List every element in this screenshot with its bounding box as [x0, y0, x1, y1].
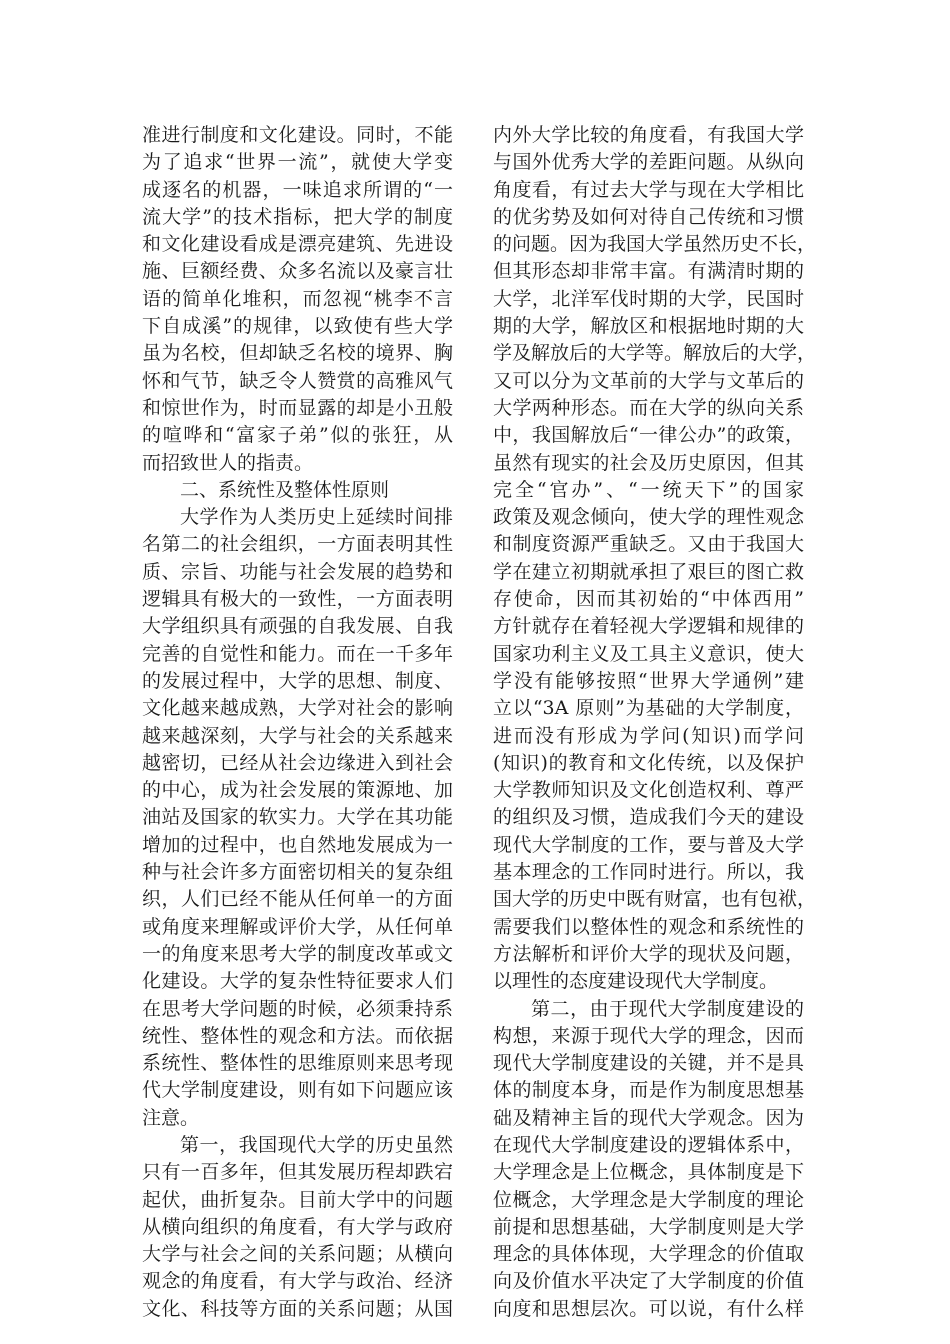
text-line: 名第二的社会组织，一方面表明其性: [142, 533, 453, 556]
text-line: 但其形态却非常丰富。有满清时期的: [493, 260, 804, 283]
text-line: 起伏，曲折复杂。目前大学中的问题: [142, 1188, 453, 1211]
text-line: 理念的具体体现，大学理念的价值取: [493, 1243, 804, 1266]
right-text-column: [493, 122, 817, 1323]
text-line: 大学作为人类历史上延续时间排: [180, 506, 453, 529]
text-line: 而招致世人的指责。: [142, 451, 314, 474]
text-line: 体的制度本身，而是作为制度思想基: [493, 1079, 804, 1102]
text-line: 学在建立初期就承担了艰巨的图亡救: [493, 560, 804, 583]
text-line: 需要我们以整体性的观念和系统性的: [493, 915, 804, 938]
text-line: 完全“官办”、“一统天下”的国家: [493, 478, 804, 501]
text-line: 中，我国解放后“一律公办”的政策，: [493, 424, 804, 447]
text-line: 准进行制度和文化建设。同时，不能: [142, 124, 453, 146]
text-line: 方针就存在着轻视大学逻辑和规律的: [493, 615, 804, 638]
text-line: 文化越来越成熟，大学对社会的影响: [142, 697, 453, 720]
text-line: 向及价值水平决定了大学制度的价值: [493, 1270, 804, 1293]
text-line: 国家功利主义及工具主义意识，使大: [493, 642, 804, 665]
text-line: (知识)的教育和文化传统，以及保护: [493, 751, 804, 774]
text-line: 以理性的态度建设现代大学制度。: [493, 970, 779, 993]
text-line: 进而没有形成为学问(知识)而学问: [493, 724, 804, 747]
text-line: 越密切，已经从社会边缘进入到社会: [142, 751, 453, 774]
text-line: 与国外优秀大学的差距问题。从纵向: [493, 151, 804, 174]
text-line: 立以“3A 原则”为基础的大学制度，: [493, 697, 804, 720]
text-line: 只有一百多年，但其发展历程却跌宕: [142, 1161, 453, 1184]
text-line: 的发展过程中，大学的思想、制度、: [142, 669, 453, 692]
text-line: 从横向组织的角度看，有大学与政府: [142, 1215, 453, 1238]
text-line: 内外大学比较的角度看，有我国大学: [493, 124, 804, 146]
text-line: 观念的角度看，有大学与政治、经济: [142, 1270, 453, 1293]
text-line: 文化、科技等方面的关系问题；从国: [142, 1297, 453, 1320]
text-line: 施、巨额经费、众多名流以及豪言壮: [142, 260, 453, 283]
text-line: 构想，来源于现代大学的理念，因而: [493, 1024, 804, 1047]
text-line: 虽然有现实的社会及历史原因，但其: [493, 451, 804, 474]
text-line: 为了追求“世界一流”，就使大学变: [142, 151, 453, 174]
text-line: 角度看，有过去大学与现在大学相比: [493, 178, 804, 201]
text-line: 和文化建设看成是漂亮建筑、先进设: [142, 233, 453, 256]
text-line: 越来越深刻，大学与社会的关系越来: [142, 724, 453, 747]
text-line: 又可以分为文革前的大学与文革后的: [493, 369, 804, 392]
text-line: 大学两种形态。而在大学的纵向关系: [493, 396, 804, 419]
text-line: 大学理念是上位概念，具体制度是下: [493, 1161, 804, 1184]
text-line: 种与社会许多方面密切相关的复杂组: [142, 861, 453, 884]
text-line: 政策及观念倾向，使大学的理性观念: [493, 506, 804, 529]
text-line: 的喧哗和“富家子弟”似的张狂，从: [142, 424, 453, 447]
text-line: 注意。: [142, 1106, 200, 1129]
section-heading: 二、系统性及整体性原则: [180, 478, 390, 501]
left-text-column: [142, 122, 453, 1323]
text-line: 大学，北洋军伐时期的大学，民国时: [493, 287, 804, 310]
text-line: 第二，由于现代大学制度建设的: [531, 997, 804, 1020]
text-line: 逻辑具有极大的一致性，一方面表明: [142, 588, 453, 611]
text-line: 学及解放后的大学等。解放后的大学，: [493, 342, 817, 365]
text-line: 统性、整体性的观念和方法。而依据: [142, 1024, 453, 1047]
text-line: 完善的自觉性和能力。而在一千多年: [142, 642, 453, 665]
text-line: 一的角度来思考大学的制度改革或文: [142, 942, 453, 965]
text-line: 现代大学制度的工作，要与普及大学: [493, 833, 804, 856]
text-line: 成逐名的机器，一味追求所谓的“一: [142, 178, 453, 201]
text-line: 第一，我国现代大学的历史虽然: [180, 1133, 453, 1156]
text-line: 大学教师知识及文化创造权利、尊严: [493, 779, 804, 802]
text-line: 的中心，成为社会发展的策源地、加: [142, 779, 453, 802]
text-line: 大学组织具有顽强的自我发展、自我: [142, 615, 453, 638]
text-line: 下自成溪”的规律，以致使有些大学: [142, 315, 453, 338]
text-line: 代大学制度建设，则有如下问题应该: [142, 1079, 453, 1102]
text-line: 在思考大学问题的时候，必须秉持系: [142, 997, 453, 1020]
text-line: 向度和思想层次。可以说，有什么样: [493, 1297, 804, 1320]
text-line: 国大学的历史中既有财富，也有包袱，: [493, 888, 817, 911]
text-line: 础及精神主旨的现代大学观念。因为: [493, 1106, 804, 1129]
text-line: 位概念，大学理念是大学制度的理论: [493, 1188, 804, 1211]
text-line: 质、宗旨、功能与社会发展的趋势和: [142, 560, 453, 583]
text-line: 语的简单化堆积，而忽视“桃李不言: [142, 287, 453, 310]
text-line: 现代大学制度建设的关键，并不是具: [493, 1052, 804, 1075]
text-line: 增加的过程中，也自然地发展成为一: [142, 833, 453, 856]
text-line: 系统性、整体性的思维原则来思考现: [142, 1052, 453, 1075]
text-line: 大学与社会之间的关系问题；从横向: [142, 1243, 453, 1266]
text-line: 虽为名校，但却缺乏名校的境界、胸: [142, 342, 453, 365]
text-line: 的优劣势及如何对待自己传统和习惯: [493, 205, 804, 228]
text-line: 在现代大学制度建设的逻辑体系中，: [493, 1133, 804, 1156]
text-line: 的组织及习惯，造成我们今天的建设: [493, 806, 804, 829]
text-line: 和制度资源严重缺乏。又由于我国大: [493, 533, 804, 556]
text-line: 怀和气节，缺乏令人赞赏的高雅风气: [142, 369, 453, 392]
text-line: 和惊世作为，时而显露的却是小丑般: [142, 396, 453, 419]
text-line: 学没有能够按照“世界大学通例”建: [493, 669, 804, 692]
text-line: 基本理念的工作同时进行。所以，我: [493, 861, 804, 884]
text-line: 化建设。大学的复杂性特征要求人们: [142, 970, 453, 993]
text-line: 存使命，因而其初始的“中体西用”: [493, 588, 804, 611]
text-line: 方法解析和评价大学的现状及问题，: [493, 942, 804, 965]
text-line: 期的大学，解放区和根据地时期的大: [493, 315, 804, 338]
text-line: 前提和思想基础，大学制度则是大学: [493, 1215, 804, 1238]
text-line: 油站及国家的软实力。大学在其功能: [142, 806, 453, 829]
text-line: 织，人们已经不能从任何单一的方面: [142, 888, 453, 911]
text-line: 流大学”的技术指标，把大学的制度: [142, 205, 453, 228]
text-line: 或角度来理解或评价大学，从任何单: [142, 915, 453, 938]
text-line: 的问题。因为我国大学虽然历史不长，: [493, 233, 817, 256]
